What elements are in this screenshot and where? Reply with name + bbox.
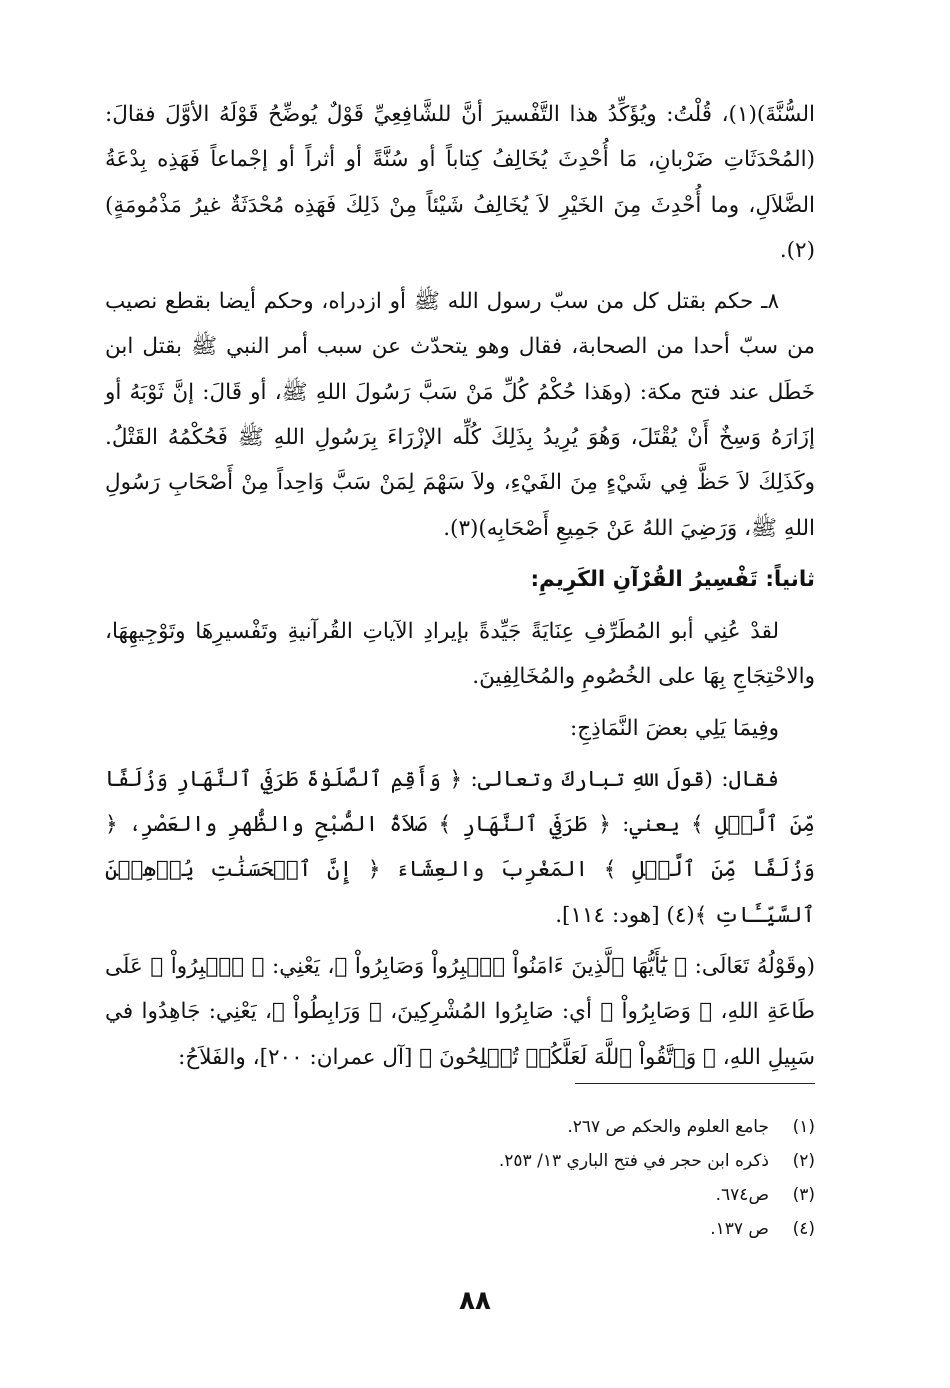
footnote-number: (٤) <box>792 1219 815 1239</box>
paragraph-1: السُّنَّةَ)(١)، قُلْتُ: ويُؤَكِّدُ هذا التَّفْسيرَ أنَّ للشَّافِعِيِّ قَوْلٌ يُوضِّحُ قَوْلَهُ الأوَّلَ فقالَ: (المُحْدَثَاتِ ضَرْبانِ، مَا أُحْدِثَ يُخَالِفُ كِتاباً أو سُنَّةً أو أثراً أو إجْماعاً فَهَذِه بِدْعَةُ الضَّلاَلِ، وما أُحْدِثَ مِنَ الخَيْرِ لاَ يُخَالِفُ شَيْئاً مِنْ ذَلِكَ فَهَذِه مُحْدَثَةٌ غيرُ مَذْمُومَةٍ)(٢). <box>105 102 815 263</box>
section-heading: ثانياً: تَفْسِيرُ القُرْآنِ الكَرِيمِ: <box>530 566 815 592</box>
footnote-3 <box>315 1178 815 1212</box>
footnote-number: (٣) <box>792 1185 815 1205</box>
footnote-text: ذكره ابن حجر في فتح الباري ١٣/ ٢٥٣. <box>498 1151 769 1171</box>
footnote-1 <box>315 1110 815 1144</box>
footnote-number: (٢) <box>792 1151 815 1171</box>
footnotes <box>315 1110 815 1246</box>
paragraph-4: وفِيمَا يَلِي بعضَ النَّمَاذِجِ: <box>569 715 779 741</box>
page-body <box>105 92 815 1086</box>
footnote-text: ص ١٣٧. <box>710 1219 769 1239</box>
footnote-separator <box>575 1083 815 1084</box>
paragraph-2: ٨ـ حكم بقتل كل من سبّ رسول الله ﷺ أو ازدراه، وحكم أيضا بقطع نصيب من سبّ أحدا من الصحابة، فقال وهو يتحدّث عن سبب أمر النبي ﷺ بقتل ابن خَطَل عند فتح مكة: (وهَذا حُكْمُ كُلِّ مَنْ سَبَّ رَسُولَ اللهِ ﷺ، أو قَالَ: إنَّ ثَوْبَهُ أو إزَارَهُ وَسِخٌ أَنْ يُقْتَلَ، وَهُوَ يُرِيدُ بِذَلِكَ كُلِّه الإزْرَاءَ بِرَسُولِ اللهِ ﷺ فَحُكْمُهُ القَتْلُ. وكَذَلِكَ لاَ حَظَّ فِي شَيْءٍ مِنَ الفَيْءِ، ولاَ سَهْمَ لِمَنْ سَبَّ وَاحِداً مِنْ أَصْحَابِ رَسُولِ اللهِ ﷺ، وَرَضِيَ اللهُ عَنْ جَمِيعِ أَصْحَابِه)(٣). <box>105 289 815 541</box>
footnote-2 <box>315 1144 815 1178</box>
paragraph-3: لقدْ عُنِي أبو المُطَرِّفِ عِنَايَةً جَيِّدةً بإيرادِ الآياتِ القُرآنيةِ وتَفْسيرِهَا وتَوْجِيهِهَا، والاحْتِجَاجِ بِهَا على الخُصُومِ والمُخَالِفِينَ. <box>105 618 815 690</box>
footnote-number: (١) <box>792 1117 815 1137</box>
footnote-text: جامع العلوم والحكم ص ٢٦٧. <box>567 1117 769 1137</box>
paragraph-5: فقال: (قولَ اللهِ تباركَ وتعالى: ﴿ وَأَقِمِ ٱلصَّلَوٰةَ طَرَفَيِ ٱلنَّهَارِ وَزُلَفًا مِّنَ ٱلَّيۡلِ ﴾ يعني: ﴿ طَرَفَيِ ٱلنَّهَارِ ﴾ صَلاَةُ الصُّبْحِ والظُّهرِ والعَصْرِ، ﴿ وَزُلَفًا مِّنَ ٱلَّيۡلِ ﴾ المَغْرِبَ والعِشَاءَ ﴿ إِنَّ ٱلۡحَسَنَٰتِ يُذۡهِبۡنَ ٱلسَّيِّـَٔاتِ ﴾(٤) [هود: ١١٤]. <box>105 766 815 928</box>
footnote-4 <box>315 1212 815 1246</box>
paragraph-6: (وقَوْلُهُ تَعَالَى: ﴿ يَٰٓأَيُّهَا ٱلَّذِينَ ءَامَنُواْ ٱصۡبِرُواْ وَصَابِرُواْ ﴾، يَعْنِي: ﴿ ٱصۡبِرُواْ ﴾ عَلَى طَاعَةِ اللهِ، ﴿ وَصَابِرُواْ ﴾ أي: صَابِرُوا المُشْرِكِينَ، ﴿ وَرَابِطُواْ ﴾، يَعْنِي: جَاهِدُوا في سَبِيلِ اللهِ، ﴿ وَٱتَّقُواْ ٱللَّهَ لَعَلَّكُمۡ تُفۡلِحُونَ ﴾ [آل عمران: ٢٠٠]، والفَلاَحُ: <box>105 954 815 1070</box>
page-number: ٨٨ <box>459 1286 491 1316</box>
footnote-text: ص٦٧٤. <box>715 1185 769 1205</box>
